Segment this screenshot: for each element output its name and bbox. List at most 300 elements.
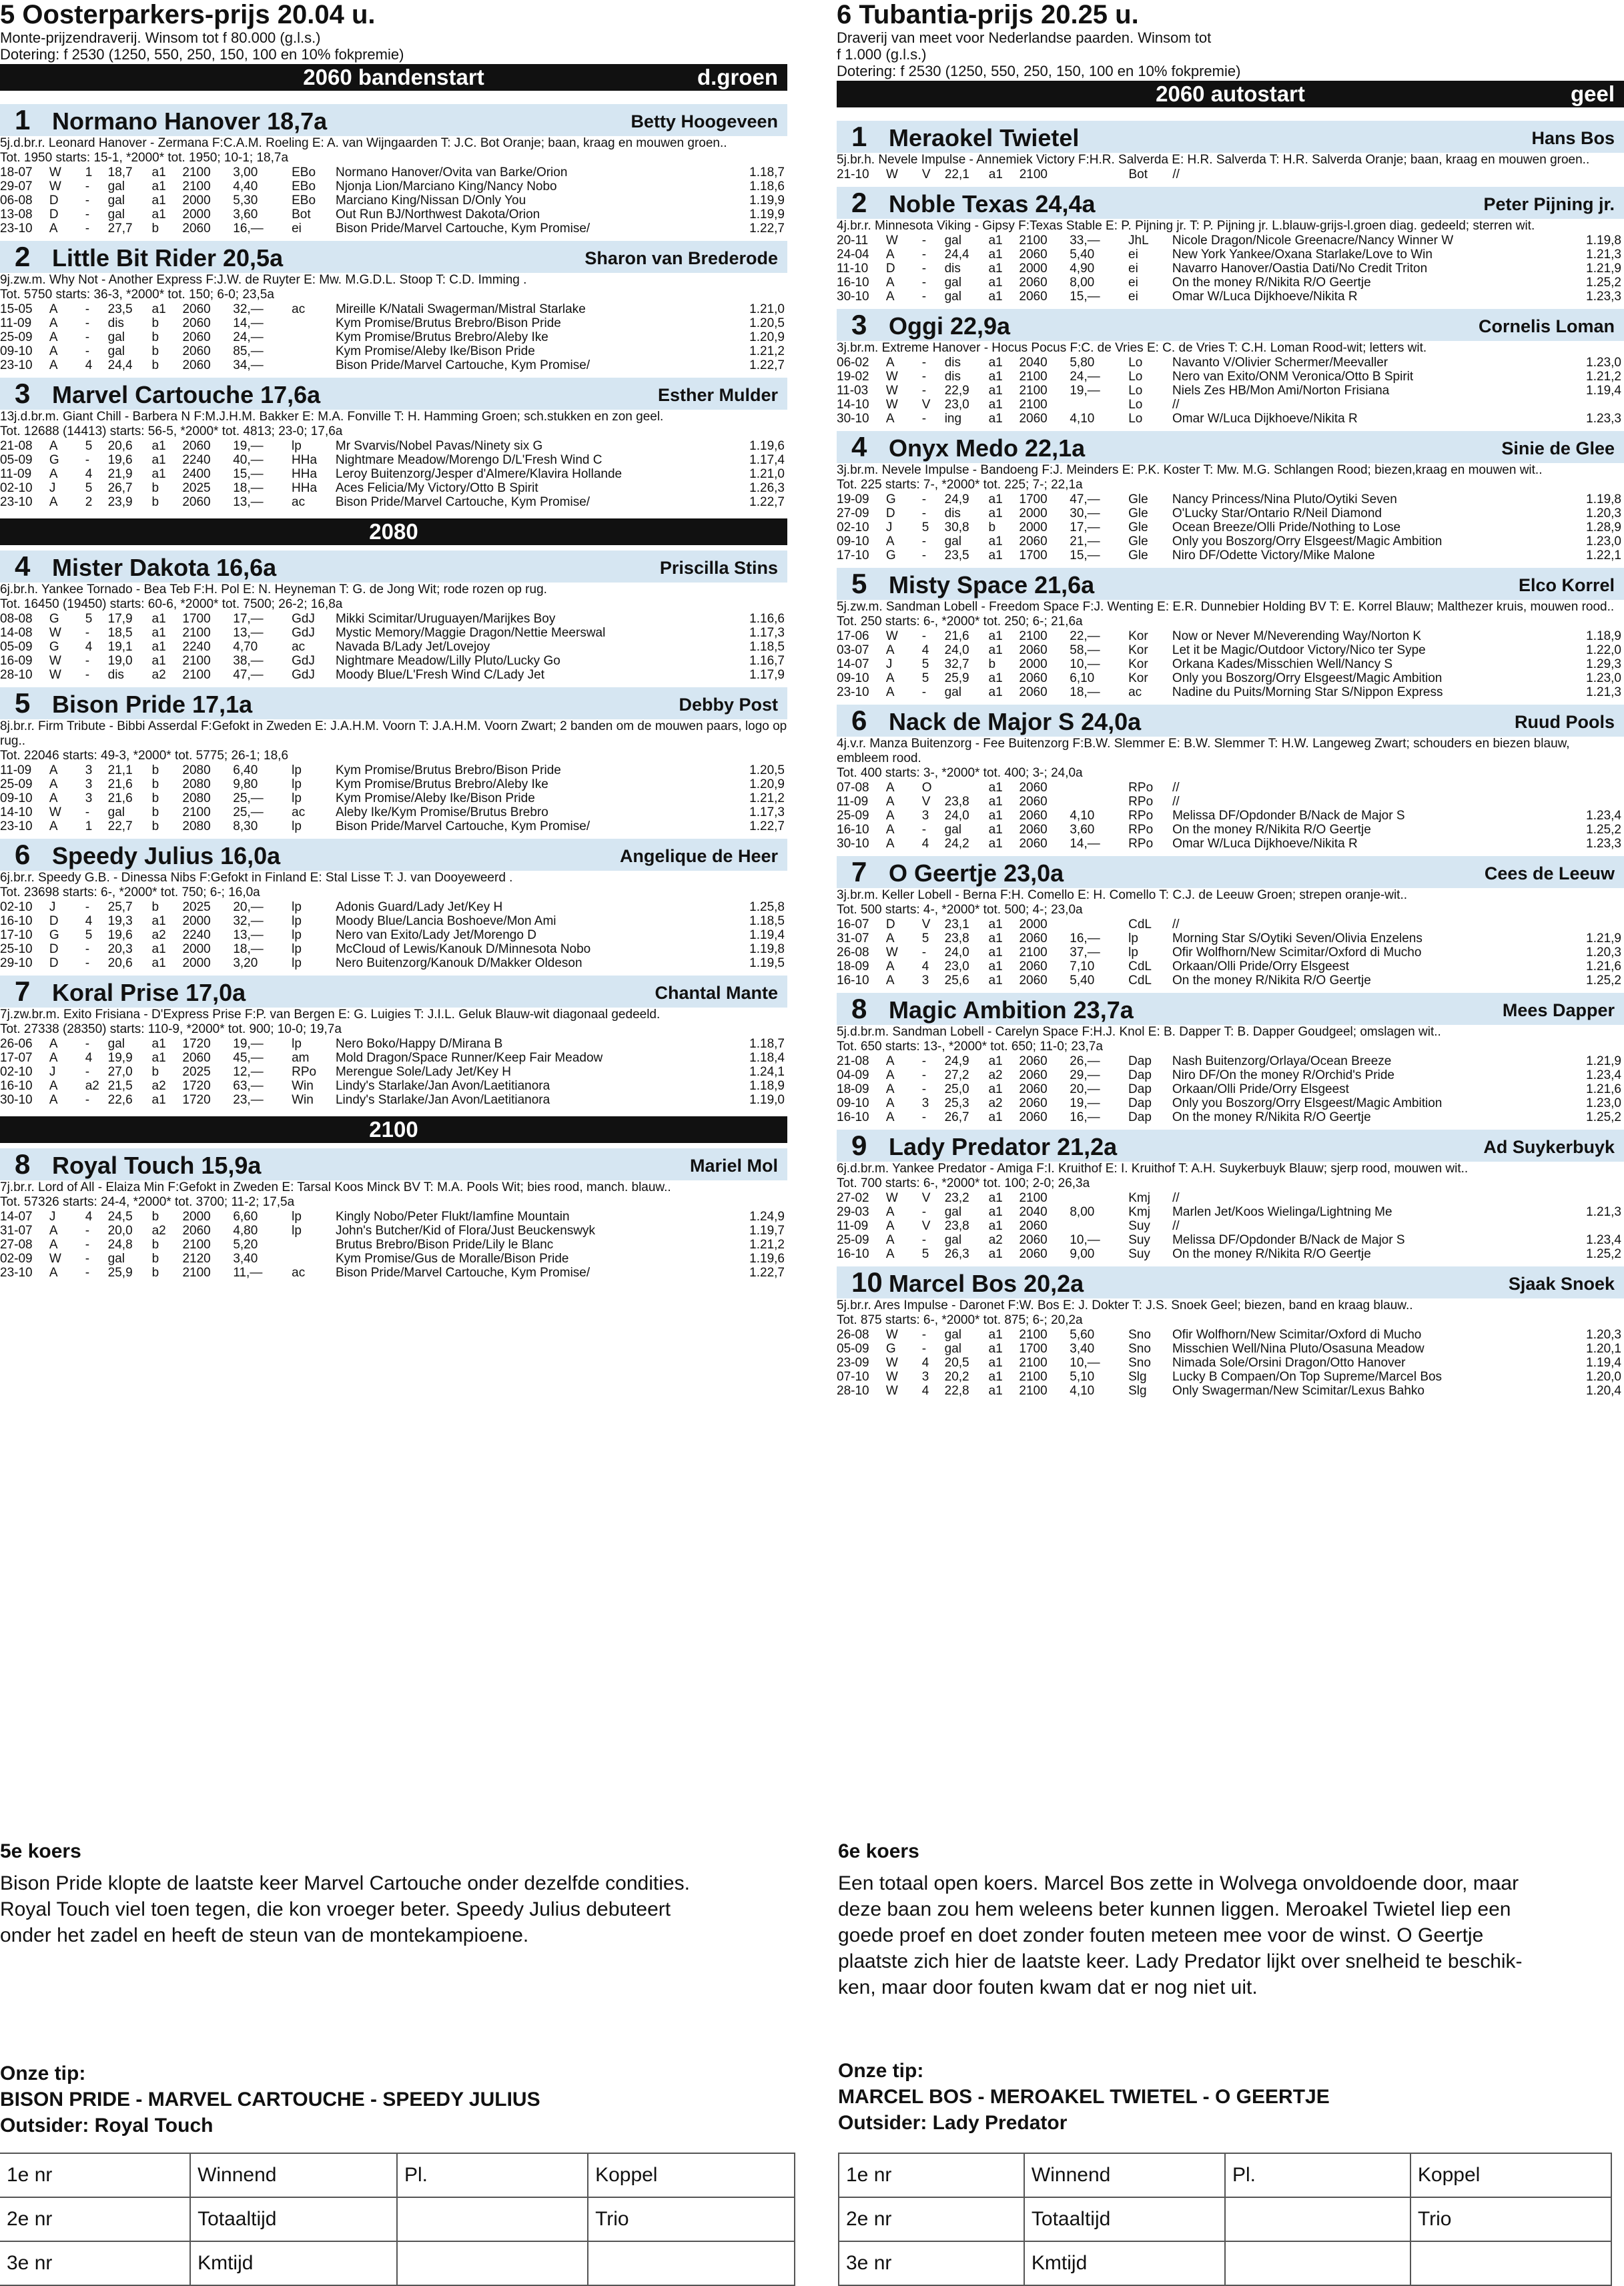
result-cell: 24,0 [944, 945, 969, 960]
result-cell: A [49, 819, 58, 833]
result-row [0, 1079, 787, 1093]
driver-name: Peter Pijning jr. [1483, 194, 1615, 214]
result-cell: 2080 [182, 763, 211, 777]
result-cell: 23-10 [0, 495, 33, 509]
result-cell: Niro DF/On the money R/Orchid's Pride [1172, 1068, 1394, 1082]
result-row [837, 520, 1624, 534]
result-cell: G [49, 612, 59, 626]
result-cell [1070, 398, 1128, 412]
driver-name: Priscilla Stins [659, 558, 778, 578]
result-cell: 2100 [182, 1266, 211, 1280]
result-row [837, 795, 1624, 809]
result-cell: 2025 [182, 481, 211, 495]
result-cell: 9,00 [1070, 1247, 1095, 1261]
result-cell: 26-08 [837, 945, 869, 960]
result-row [837, 809, 1624, 823]
result-cell: 24,0 [944, 643, 969, 657]
result-cell: am [292, 1051, 310, 1065]
result-cell: 23-10 [0, 819, 33, 833]
result-cell: ac [292, 302, 306, 316]
result-cell: A [885, 1068, 895, 1082]
result-cell: 2100 [1019, 945, 1048, 960]
result-cell: 2080 [182, 819, 211, 833]
horse-number: 6 [851, 705, 867, 736]
result-cell: - [921, 548, 927, 562]
result-cell: 40,— [233, 453, 264, 467]
result-cell: 08-08 [0, 612, 33, 626]
result-cell: Normano Hanover/Ovita van Barke/Orion [335, 165, 568, 179]
result-cell: Moody Blue/L'Fresh Wind C/Lady Jet [335, 668, 544, 682]
result-cell: 03-07 [837, 643, 869, 657]
result-cell: 1.25,2 [1586, 823, 1621, 837]
result-cell: - [85, 1238, 90, 1252]
result-cell: 14-10 [837, 398, 869, 412]
result-cell: 18-09 [837, 1082, 869, 1096]
result-row [0, 439, 787, 453]
result-cell: 24,4 [944, 248, 969, 262]
result-cell: a1 [988, 1247, 1003, 1261]
result-cell: 21,6 [944, 629, 969, 643]
result-cell: - [85, 1252, 90, 1266]
result-grid-cell: Kmtijd [190, 2241, 397, 2285]
result-row [0, 654, 787, 668]
horse-name: Normano Hanover 18,7a [52, 107, 328, 135]
result-cell: 13,— [233, 626, 264, 640]
result-cell: Kym Promise/Brutus Brebro/Aleby Ike [335, 330, 548, 344]
horse-name: Mister Dakota 16,6a [52, 554, 277, 581]
result-cell: a1 [988, 629, 1003, 643]
result-cell: - [85, 302, 90, 316]
result-cell: 2000 [1019, 520, 1048, 534]
result-row [837, 1068, 1624, 1082]
result-cell: 3 [85, 777, 93, 791]
horse-header [837, 993, 1624, 1025]
result-cell: 15,— [1070, 290, 1100, 304]
result-cell: A [885, 276, 895, 290]
horse-number: 5 [851, 568, 867, 599]
result-cell: Mr Svarvis/Nobel Pavas/Ninety six G [335, 439, 543, 453]
result-cell: 1700 [1019, 548, 1048, 562]
result-cell: ac [292, 805, 306, 819]
driver-name: Hans Bos [1531, 128, 1615, 148]
result-cell: a2 [151, 668, 166, 682]
result-cell: D [885, 262, 895, 276]
result-cell: 20,6 [107, 439, 133, 453]
result-cell: lp [292, 777, 302, 791]
result-cell: 27-08 [0, 1238, 33, 1252]
result-cell: lp [292, 956, 302, 970]
result-cell: b [151, 330, 159, 344]
result-cell: 5,60 [1070, 1328, 1095, 1342]
race-subtitle: Dotering: f 2530 (1250, 550, 250, 150, 100 en 10% fokpremie) [0, 46, 404, 63]
result-cell: A [49, 1224, 58, 1238]
result-cell: 2060 [182, 358, 211, 372]
result-cell: Lo [1128, 384, 1143, 398]
result-cell: 2100 [1019, 384, 1048, 398]
outsider-text: Outsider: Lady Predator [838, 2112, 1068, 2134]
result-cell: b [151, 777, 159, 791]
result-row [837, 917, 1624, 931]
result-cell: RPo [1128, 781, 1154, 795]
start-bar [0, 64, 787, 91]
result-cell: 1.23,4 [1586, 1068, 1621, 1082]
result-cell: Njonja Lion/Marciano King/Nancy Nobo [335, 179, 557, 194]
result-cell [1070, 917, 1128, 931]
result-cell: a1 [151, 626, 166, 640]
result-cell: b [151, 495, 159, 509]
result-cell: Kym Promise/Brutus Brebro/Bison Pride [335, 763, 561, 777]
result-grid-cell: Trio [1410, 2197, 1611, 2241]
result-cell: 1.19,7 [749, 1224, 785, 1238]
result-row [0, 1051, 787, 1065]
result-cell: Nash Buitenzorg/Orlaya/Ocean Breeze [1172, 1054, 1392, 1068]
result-row [0, 1252, 787, 1266]
result-cell: a1 [151, 179, 166, 194]
horse-info: 6j.br.h. Yankee Tornado - Bea Teb F:H. Pol E: N. Heyneman T: G. de Jong Wit; rode rozen op rug. [0, 583, 547, 597]
result-cell: 20,2 [944, 1370, 969, 1384]
result-row [0, 942, 787, 956]
result-cell: - [921, 1328, 927, 1342]
result-cell: 14-08 [0, 626, 33, 640]
result-cell: - [921, 1068, 927, 1082]
result-cell: 1.18,9 [749, 1079, 785, 1093]
result-row [837, 1328, 1624, 1342]
result-cell: // [1172, 917, 1180, 931]
result-cell: 2060 [1019, 1068, 1048, 1082]
result-cell: Kym Promise/Aleby Ike/Bison Pride [335, 344, 535, 358]
result-cell: G [885, 492, 896, 506]
result-cell: 4 [85, 1210, 93, 1224]
result-cell: 5 [921, 931, 929, 945]
result-cell: 1700 [182, 612, 211, 626]
result-cell: 23,9 [107, 495, 133, 509]
result-cell: A [49, 1051, 58, 1065]
result-grid-row [839, 2241, 1611, 2285]
result-grid-cell: Winnend [1024, 2153, 1225, 2197]
result-cell: 30-10 [837, 290, 869, 304]
result-cell: 2000 [1019, 917, 1048, 931]
result-cell: ei [1128, 290, 1138, 304]
result-cell: 24,— [1070, 370, 1100, 384]
result-cell: - [85, 805, 90, 819]
result-cell: 1.23,3 [1586, 412, 1621, 426]
result-cell: 31-07 [837, 931, 869, 945]
horse-number: 7 [15, 976, 31, 1007]
result-cell: On the money R/Nikita R/O Geertje [1172, 1247, 1371, 1261]
result-cell: 1.16,6 [749, 612, 785, 626]
result-cell: 11,— [233, 1266, 263, 1280]
result-cell: 1720 [182, 1093, 211, 1107]
result-cell: A [885, 1247, 895, 1261]
result-row [837, 685, 1624, 699]
result-cell: a1 [151, 654, 166, 668]
result-cell: 11-03 [837, 384, 869, 398]
result-cell: a1 [151, 302, 166, 316]
result-cell: 1.28,9 [1586, 520, 1621, 534]
result-cell: A [885, 1233, 895, 1247]
result-row [837, 1096, 1624, 1110]
result-cell: A [49, 344, 58, 358]
result-cell: 1720 [182, 1037, 211, 1051]
result-cell: 17-10 [837, 548, 869, 562]
result-cell: a1 [988, 506, 1003, 520]
result-cell: 1.23,0 [1586, 1096, 1621, 1110]
result-cell: D [49, 956, 59, 970]
result-cell: 1.18,7 [749, 165, 785, 179]
result-cell: 2060 [1019, 837, 1048, 851]
horse-number: 10 [851, 1266, 883, 1298]
result-cell: 3,60 [1070, 823, 1095, 837]
result-cell: a1 [988, 548, 1003, 562]
result-cell: Bison Pride/Marvel Cartouche, Kym Promise/ [335, 222, 590, 236]
result-cell: 5 [85, 612, 93, 626]
result-grid-row [0, 2241, 795, 2285]
result-cell: 23,1 [944, 917, 969, 931]
result-row [837, 1356, 1624, 1370]
result-cell: 20,5 [944, 1356, 969, 1370]
result-cell: ei [1128, 276, 1138, 290]
horse-info: 3j.br.m. Nevele Impulse - Bandoeng F:J. Meinders E: P.K. Koster T: Mw. M.G. Schlangen Rood; biezen,kraag en mouwen wit.. [837, 463, 1543, 477]
result-cell: Gle [1128, 548, 1148, 562]
result-cell: V [921, 1191, 931, 1205]
result-cell: Only you Boszorg/Orry Elsgeest/Magic Ambition [1172, 1096, 1443, 1110]
result-cell: b [151, 1210, 159, 1224]
race-6-column [837, 0, 1624, 1403]
result-cell: 17-07 [0, 1051, 33, 1065]
result-cell: W [49, 165, 61, 179]
result-cell: 19-02 [837, 370, 869, 384]
result-cell: 1.21,6 [1586, 960, 1621, 974]
result-row [0, 1238, 787, 1252]
result-cell: D [49, 914, 59, 928]
result-cell: 2000 [182, 942, 211, 956]
comment-text [838, 1870, 1523, 2000]
result-row [0, 467, 787, 481]
horse-stats: Tot. 57326 starts: 24-4, *2000* tot. 3700; 11-2; 17,5a [0, 1195, 295, 1209]
result-cell: 21,1 [107, 763, 133, 777]
horse-header [0, 241, 787, 273]
result-cell: Kor [1128, 671, 1148, 685]
result-cell: 1.16,7 [749, 654, 785, 668]
horse-info: 6j.d.br.m. Yankee Predator - Amiga F:I. Kruithof E: I. Kruithof T: A.H. Suykerbuyk Blauw; sjerp rood, mouwen wit.. [837, 1162, 1469, 1176]
result-cell: 1.19,9 [749, 194, 785, 208]
result-cell: RPo [1128, 837, 1154, 851]
result-cell: RPo [1128, 823, 1154, 837]
result-row [0, 668, 787, 682]
comment-line: deze baan zou hem weleens beter kunnen liggen. Meroakel Twietel liep een [838, 1898, 1511, 1920]
result-cell: gal [944, 1233, 962, 1247]
result-cell: 13,— [233, 495, 264, 509]
result-cell: b [151, 819, 159, 833]
result-cell: gal [944, 823, 962, 837]
result-cell: V [921, 795, 931, 809]
result-cell [292, 358, 336, 372]
result-cell: Ofir Wolfhorn/New Scimitar/Oxford di Mucho [1172, 945, 1422, 960]
result-cell: 1.20,3 [1586, 506, 1621, 520]
result-cell: 18,— [1070, 685, 1100, 699]
result-cell: 17,— [233, 612, 264, 626]
result-row [0, 302, 787, 316]
result-cell: Niro DF/Odette Victory/Mike Malone [1172, 548, 1375, 562]
result-cell: 2100 [1019, 234, 1048, 248]
result-cell: 1.23,0 [1586, 671, 1621, 685]
horse-stats: Tot. 1950 starts: 15-1, *2000* tot. 1950; 10-1; 18,7a [0, 151, 289, 165]
result-cell: 16-10 [837, 823, 869, 837]
result-cell: 2100 [1019, 629, 1048, 643]
result-cell: 2060 [1019, 960, 1048, 974]
result-cell: Aces Felicia/My Victory/Otto B Spirit [335, 481, 538, 495]
horse-entry [0, 378, 787, 509]
result-cell: a1 [988, 1110, 1003, 1124]
result-row [0, 316, 787, 330]
result-cell: 2000 [182, 956, 211, 970]
result-cell: 15,— [1070, 548, 1100, 562]
result-cell: 17-06 [837, 629, 869, 643]
result-cell: 1.18,4 [749, 1051, 785, 1065]
result-cell: EBo [292, 194, 316, 208]
result-cell: - [85, 453, 90, 467]
result-cell: 2060 [1019, 1054, 1048, 1068]
result-cell: 5 [85, 481, 93, 495]
result-cell: 18-07 [0, 165, 33, 179]
driver-name: Sjaak Snoek [1508, 1274, 1615, 1294]
result-cell: Ocean Breeze/Olli Pride/Nothing to Lose [1172, 520, 1401, 534]
result-cell: 4,70 [233, 640, 258, 654]
driver-name: Cornelis Loman [1478, 316, 1615, 336]
result-cell: D [885, 506, 895, 520]
result-row [837, 837, 1624, 851]
horse-entry [837, 856, 1624, 988]
result-cell: a2 [85, 1079, 99, 1093]
result-row [0, 626, 787, 640]
distance-bar: 2100 [0, 1116, 787, 1143]
result-cell [292, 344, 336, 358]
result-cell: 02-10 [0, 481, 33, 495]
result-cell: Dap [1128, 1110, 1152, 1124]
result-cell: Orkana Kades/Misschien Well/Nancy S [1172, 657, 1393, 671]
result-row [0, 928, 787, 942]
result-cell: - [921, 234, 927, 248]
horse-entry [837, 309, 1624, 426]
result-cell: 23,0 [944, 398, 969, 412]
result-row [0, 1266, 787, 1280]
result-cell: // [1172, 167, 1180, 181]
horse-number: 6 [15, 839, 31, 870]
horse-entry [837, 705, 1624, 851]
horse-stats: Tot. 650 starts: 13-, *2000* tot. 650; 11-0; 23,7a [837, 1040, 1103, 1054]
result-cell: a1 [988, 248, 1003, 262]
horse-stats: Tot. 400 starts: 3-, *2000* tot. 400; 3-; 24,0a [837, 766, 1083, 780]
result-cell: 16,— [1070, 931, 1100, 945]
result-cell: A [49, 316, 58, 330]
horse-stats: Tot. 23698 starts: 6-, *2000* tot. 750; 6-; 16,0a [0, 885, 260, 899]
result-row [837, 1247, 1624, 1261]
result-cell: 1.19,0 [749, 1093, 785, 1107]
result-cell: A [885, 412, 895, 426]
result-cell: 1.20,4 [1586, 1384, 1621, 1398]
result-cell: 2060 [182, 222, 211, 236]
result-cell: Slg [1128, 1370, 1147, 1384]
result-cell: a2 [151, 1079, 166, 1093]
result-cell: A [49, 495, 58, 509]
result-cell: 23-10 [837, 685, 869, 699]
result-cell: ac [1128, 685, 1142, 699]
result-cell: gal [944, 685, 961, 699]
result-cell: - [921, 262, 927, 276]
horse-name: Marvel Cartouche 17,6a [52, 381, 321, 408]
result-cell: Mold Dragon/Space Runner/Keep Fair Meadow [335, 1051, 603, 1065]
tip-text: MARCEL BOS - MEROAKEL TWIETEL - O GEERTJE [838, 2086, 1330, 2108]
result-cell: W [885, 167, 898, 181]
result-cell: Dap [1128, 1054, 1152, 1068]
result-cell: 3 [85, 791, 93, 805]
result-cell: 2060 [1019, 276, 1048, 290]
result-cell: lp [292, 914, 302, 928]
result-cell: b [151, 316, 159, 330]
result-cell: 2060 [182, 495, 211, 509]
result-cell: gal [944, 1205, 962, 1219]
result-cell: D [49, 194, 59, 208]
result-cell: 2060 [1019, 809, 1048, 823]
result-cell: 1.18,9 [1586, 629, 1621, 643]
result-cell: 2060 [1019, 974, 1048, 988]
result-cell: Kmj [1128, 1205, 1150, 1219]
tip-heading: Onze tip: [0, 2062, 86, 2084]
result-cell: 20,6 [107, 956, 133, 970]
results-table [0, 900, 787, 970]
result-cell: 47,— [233, 668, 264, 682]
result-cell: 2040 [1019, 356, 1048, 370]
result-cell: a1 [988, 370, 1003, 384]
result-cell: 1.25,8 [749, 900, 785, 914]
result-cell: O'Lucky Star/Ontario R/Neil Diamond [1172, 506, 1382, 520]
result-cell: Kor [1128, 629, 1148, 643]
result-cell: - [921, 370, 927, 384]
result-cell: W [885, 398, 898, 412]
result-cell: A [49, 1238, 58, 1252]
result-cell: 20-11 [837, 234, 869, 248]
result-cell [292, 316, 336, 330]
result-cell: 3,40 [233, 1252, 258, 1266]
result-cell: 4 [921, 1384, 929, 1398]
result-cell: gal [107, 208, 125, 222]
horse-number: 4 [15, 550, 31, 582]
tip-heading: Onze tip: [838, 2060, 924, 2082]
result-cell: Lo [1128, 370, 1143, 384]
result-cell: 25,7 [107, 900, 133, 914]
result-row [0, 900, 787, 914]
result-cell: 1.24,9 [749, 1210, 785, 1224]
result-cell: HHa [292, 453, 318, 467]
result-cell: RPo [1128, 795, 1154, 809]
result-cell: 02-10 [0, 1065, 33, 1079]
result-cell: 2060 [1019, 1082, 1048, 1096]
horse-info: 3j.br.m. Extreme Hanover - Hocus Pocus F:C. de Vries E: C. de Vries T: C.H. Loman Rood-wit; letters wit. [837, 341, 1427, 355]
result-grid-row [839, 2153, 1611, 2197]
result-cell: 2025 [182, 1065, 211, 1079]
result-cell: 2100 [1019, 1328, 1048, 1342]
result-cell: // [1172, 398, 1180, 412]
result-row [837, 1191, 1624, 1205]
result-cell: 1.20,3 [1586, 945, 1621, 960]
result-cell: a1 [988, 1054, 1003, 1068]
result-cell: 11-09 [837, 1219, 869, 1233]
result-cell: 1.21,2 [1586, 370, 1621, 384]
result-cell [1575, 167, 1624, 181]
result-cell: gal [944, 290, 961, 304]
result-cell: lp [292, 763, 302, 777]
start-color: d.groen [697, 65, 778, 89]
